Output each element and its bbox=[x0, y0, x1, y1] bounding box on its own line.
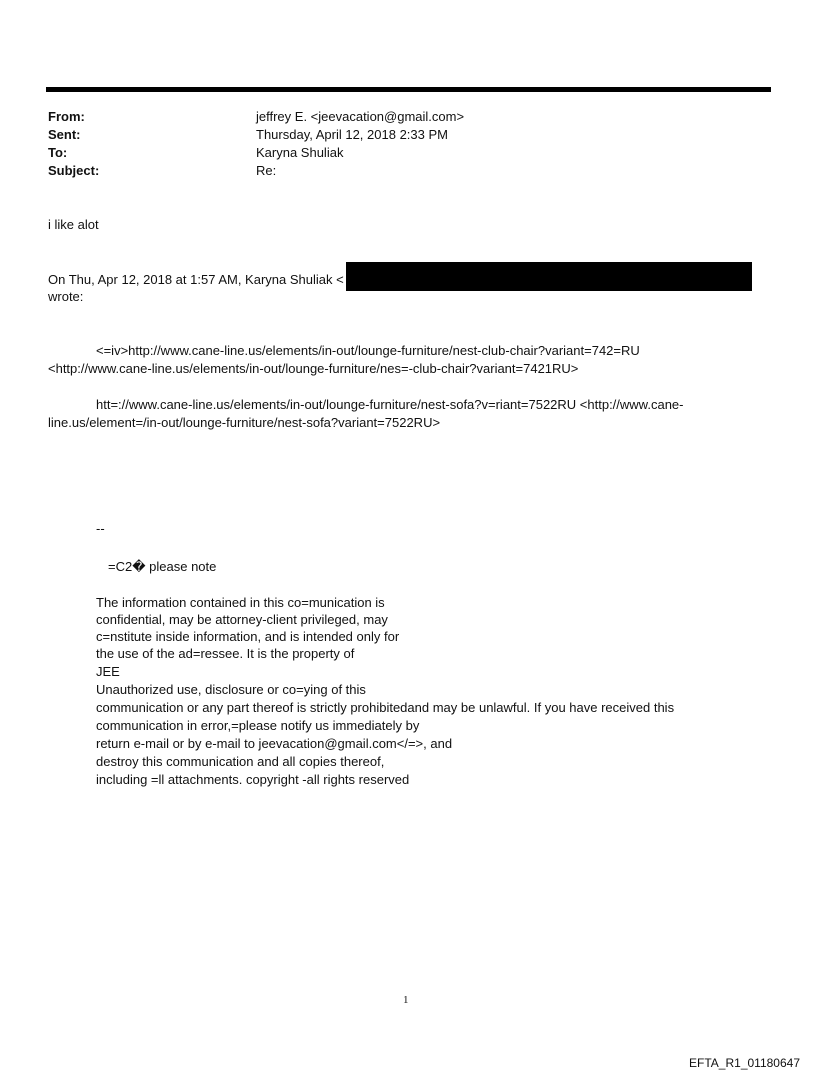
disclaimer-line: communication in error,=please notify us immediately by bbox=[96, 718, 420, 733]
page-number: 1 bbox=[403, 994, 409, 1006]
disclaimer-line: communication or any part thereof is strictly prohibitedand may be unlawful. If you have received this bbox=[96, 700, 675, 715]
disclaimer-line: return e-mail or by e-mail to jeevacation@gmail.com</=>, and bbox=[96, 736, 453, 751]
disclaimer-line: c=nstitute inside information, and is intended only for bbox=[96, 629, 400, 644]
disclaimer-line: the use of the ad=ressee. It is the property of bbox=[96, 646, 355, 661]
disclaimer-line: including =ll attachments. copyright -all rights reserved bbox=[96, 772, 410, 787]
from-value: jeffrey E. <jeevacation@gmail.com> bbox=[256, 109, 465, 124]
link-2-continued: line.us/element=/in-out/lounge-furniture/nest-sofa?variant=7522RU> bbox=[48, 415, 441, 430]
link-2: htt=://www.cane-line.us/elements/in-out/lounge-furniture/nest-sofa?v=riant=7522RU <http://www.cane- bbox=[96, 397, 684, 412]
sent-value: Thursday, April 12, 2018 2:33 PM bbox=[256, 127, 448, 142]
link-1: <=iv>http://www.cane-line.us/elements/in-out/lounge-furniture/nest-club-chair?variant=742=RU bbox=[96, 343, 640, 358]
disclaimer-line: JEE bbox=[96, 664, 120, 679]
disclaimer-line: The information contained in this co=munication is bbox=[96, 595, 385, 610]
redaction-block bbox=[346, 262, 752, 291]
signature-dashes: -- bbox=[96, 521, 105, 536]
sent-label: Sent: bbox=[48, 127, 81, 142]
subject-label: Subject: bbox=[48, 163, 100, 178]
from-label: From: bbox=[48, 109, 85, 124]
header-rule bbox=[46, 87, 771, 92]
quote-intro-wrote: wrote: bbox=[48, 289, 84, 304]
disclaimer-line: Unauthorized use, disclosure or co=ying of this bbox=[96, 682, 366, 697]
link-1-continued: <http://www.cane-line.us/elements/in-out/lounge-furniture/nes=-club-chair?variant=7421RU> bbox=[48, 361, 579, 376]
to-label: To: bbox=[48, 145, 68, 160]
quote-intro: On Thu, Apr 12, 2018 at 1:57 AM, Karyna Shuliak < bbox=[48, 272, 344, 287]
disclaimer-line: confidential, may be attorney-client privileged, may bbox=[96, 612, 388, 627]
subject-value: Re: bbox=[256, 163, 277, 178]
disclaimer-line: destroy this communication and all copies thereof, bbox=[96, 754, 385, 769]
bates-number: EFTA_R1_01180647 bbox=[689, 1056, 800, 1070]
to-value: Karyna Shuliak bbox=[256, 145, 344, 160]
signature-note: =C2� please note bbox=[108, 559, 217, 574]
reply-text: i like alot bbox=[48, 217, 99, 232]
